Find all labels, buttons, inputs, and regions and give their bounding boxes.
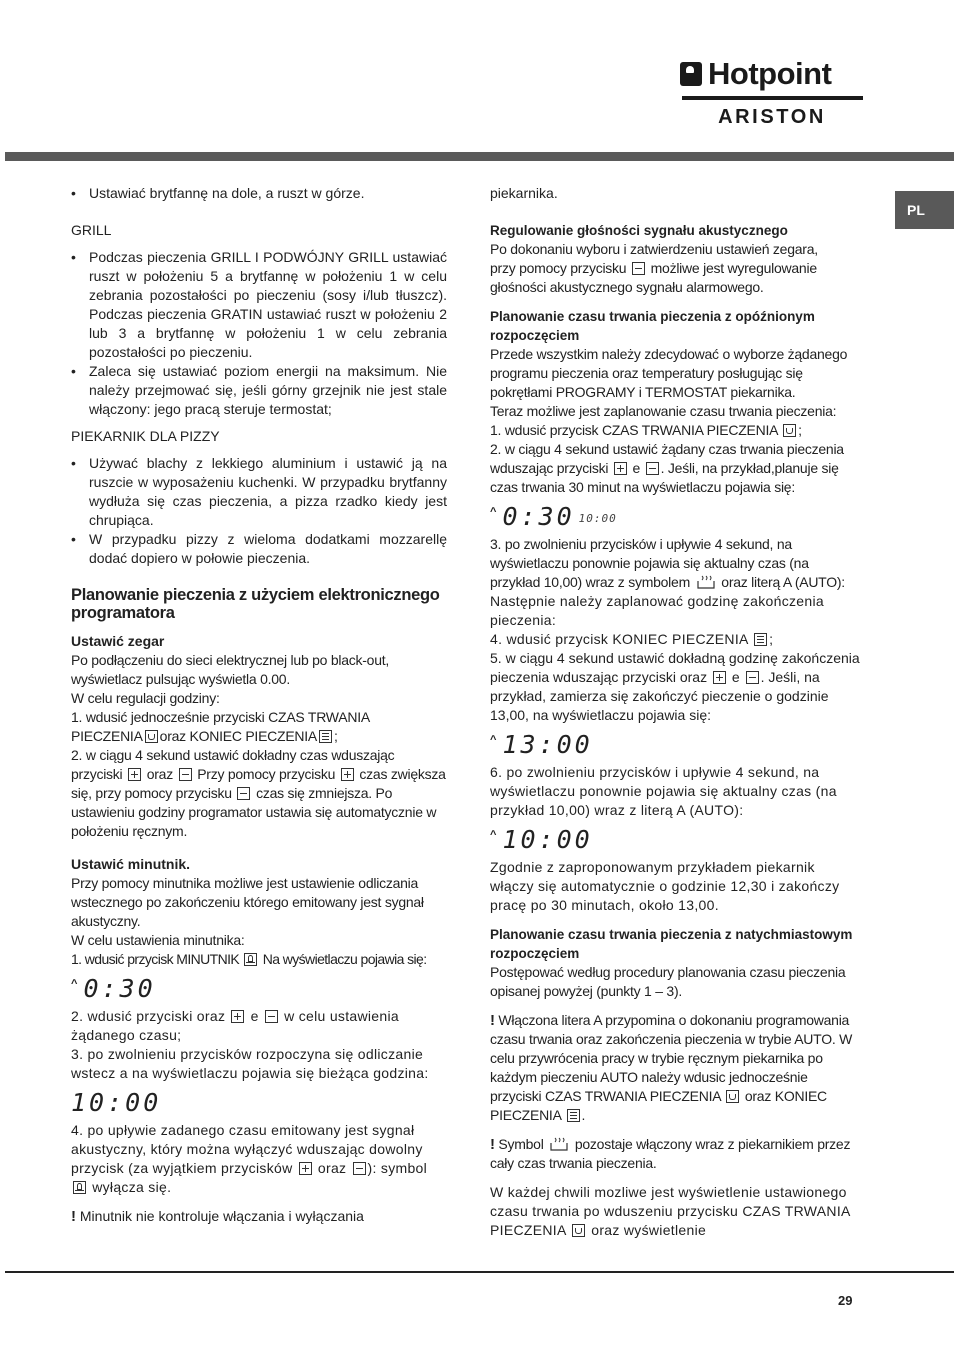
logo-divider	[682, 96, 863, 100]
section-title: Planowanie pieczenia z użyciem elektronicznego programatora	[71, 586, 440, 622]
brand-sub: ARISTON	[718, 106, 826, 128]
volume-text: przy pomocy przycisku możliwe jest wyregulowanie	[490, 260, 817, 276]
auto-indicator-icon: ^	[71, 978, 78, 990]
minus-key-icon	[179, 768, 192, 781]
minus-key-icon	[646, 462, 659, 475]
plus-key-icon	[341, 768, 354, 781]
minutnik-text: W celu ustawienia minutnika:	[71, 932, 245, 948]
continuation-text: piekarnika.	[490, 185, 558, 201]
volume-text: Po dokonaniu wyboru i zatwierdzeniu ustawień zegara,	[490, 241, 818, 257]
zegar-heading: Ustawić zegar	[71, 633, 165, 649]
minutnik-step-4: 4. po upływie zadanego czasu emitowany jest sygnał akustyczny, który można wyłączyć wduszając dowolny przycisk (za wyjątkiem przycisków oraz ): symbol wyłącza się.	[71, 1122, 428, 1195]
zegar-step-2: 2. w ciągu 4 sekund ustawić dokładny czas wduszając przyciski oraz Przy pomocy przycisku czas zwiększa się, przy pomocy przycisku czas się zmniejsza. Po ustawieniu godziny programator ustawia się automatycznie w położeniu ręcznym.	[71, 747, 446, 839]
hotpoint-mark-icon	[680, 62, 702, 86]
brand-name: Hotpoint	[708, 56, 832, 91]
auto-indicator-icon: ^	[490, 829, 497, 841]
minutnik-step-2: 2. wdusić przyciski oraz e w celu ustawienia żądanego czasu;	[71, 1008, 399, 1043]
cooking-end-icon	[319, 730, 332, 743]
bullet-item: • Podczas pieczenia GRILL I PODWÓJNY GRILL ustawiać ruszt w położeniu 5 a brytfannę w położeniu 1 w celu zebrania pozostałości po pieczeniu (sosy i/lub tłuszcz). Podczas pieczenia GRATIN ustawiać ruszt w położeniu 2 lub 3 a brytfannę w położeniu 1 w celu zebrania pozostałości po pieczeniu.	[71, 248, 447, 362]
minus-key-icon	[632, 262, 645, 275]
minutnik-heading: Ustawić minutnik.	[71, 856, 191, 872]
minutnik-warning: ! Minutnik nie kontroluje włączania i wyłączania	[71, 1208, 364, 1225]
header-bar	[5, 152, 954, 161]
minutnik-step-3: 3. po zwolnieniu przycisków rozpoczyna się odliczanie wstecz a na wyświetlaczu pojawia się bieżąca godzina:	[71, 1046, 429, 1081]
display-readout: ^ 10:00	[490, 825, 593, 854]
delayed-step-4: 4. wdusić przycisk KONIEC PIECZENIA ;	[490, 631, 774, 647]
display-readout: ^ 0:30 10:00	[490, 502, 617, 531]
zegar-text: W celu regulacji godziny:	[71, 690, 220, 706]
bullet-item: • Ustawiać brytfannę na dole, a ruszt w górze.	[71, 184, 447, 203]
plus-key-icon	[231, 1010, 244, 1023]
delayed-step-3: 3. po zwolnieniu przycisków i upływie 4 sekund, na wyświetlaczu ponownie pojawia się aktualny czas (na przykład 10,00) wraz z symbolem oraz literą A (AUTO):	[490, 536, 845, 590]
auto-steam-symbol-icon	[549, 1137, 569, 1151]
right-column	[490, 184, 862, 1240]
auto-indicator-icon: ^	[490, 734, 497, 746]
footer-rule	[5, 1271, 954, 1273]
page-number: 29	[838, 1293, 853, 1308]
volume-text: głośności akustycznego sygnału alarmowego.	[490, 279, 764, 295]
final-text: W każdej chwili mozliwe jest wyświetlenie ustawionego czasu trwania po wduszeniu przycisku CZAS TRWANIA PIECZENIA oraz wyświetlenie	[490, 1184, 850, 1238]
immediate-heading: Planowanie czasu trwania pieczenia z natychmiastowym rozpoczęciem	[490, 927, 853, 961]
minus-key-icon	[237, 787, 250, 800]
plus-key-icon	[299, 1162, 312, 1175]
delayed-text: Następnie należy zaplanować godzinę zakończenia pieczenia:	[490, 593, 824, 628]
left-column	[71, 184, 447, 1226]
delayed-step-5: 5. w ciągu 4 sekund ustawić dokładną godzinę zakończenia pieczenia wduszając przyciski oraz e . Jeśli, na przykład, zamierza się zakończyć pieczenie o godzinie 13,00, na wyświetlaczu pojawia się:	[490, 650, 860, 723]
timer-bell-icon	[73, 1181, 86, 1194]
cooking-end-icon	[567, 1109, 580, 1122]
timer-bell-icon	[244, 953, 257, 966]
display-readout: ^ 13:00	[490, 730, 593, 759]
language-tab: PL	[895, 191, 954, 229]
plus-key-icon	[713, 671, 726, 684]
zegar-text: Po podłączeniu do sieci elektrycznej lub po black-out, wyświetlacz pulsując wyświetla 0.00.	[71, 652, 390, 687]
minus-key-icon	[353, 1162, 366, 1175]
delayed-step-1: 1. wdusić przycisk CZAS TRWANIA PIECZENIA ;	[490, 422, 802, 438]
minus-key-icon	[746, 671, 759, 684]
bullet-item: • Zaleca się ustawiać poziom energii na maksimum. Nie należy przejmować się, jeśli górny grzejnik nie jest stale włączony: jego pracą steruje termostat;	[71, 362, 447, 419]
immediate-text: Postępować według procedury planowania czasu pieczenia opisanej powyżej (punkty 1 – 3).	[490, 964, 846, 999]
minutnik-text: Przy pomocy minutnika możliwe jest ustawienie odliczania wstecznego po zakończeniu którego emitowany jest sygnał akustyczny.	[71, 875, 424, 929]
plus-key-icon	[128, 768, 141, 781]
delayed-step-2: 2. w ciągu 4 sekund ustawić żądany czas trwania pieczenia wduszając przyciski e . Jeśli, na przykład,planuje się czas trwania 30 minut na wyświetlaczu pojawia się:	[490, 441, 844, 495]
note-symbol: ! Symbol pozostaje włączony wraz z piekarnikiem przez cały czas trwania pieczenia.	[490, 1136, 851, 1171]
delayed-heading: Planowanie czasu trwania pieczenia z opóźnionym rozpoczęciem	[490, 309, 815, 343]
cooking-end-icon	[754, 633, 767, 646]
display-readout: ^ 0:30	[71, 974, 156, 1003]
grill-heading: GRILL	[71, 222, 112, 238]
plus-key-icon	[614, 462, 627, 475]
bullet-item: • Używać blachy z lekkiego aluminium i ustawić ją na ruszcie w wyposażeniu kuchenki. W przypadku brytfanny wydłuża się czas pieczenia, a pizza rzadko kiedy jest chrupiąca.	[71, 454, 447, 530]
note-auto: ! Włączona litera A przypomina o dokonaniu programowania czasu trwania oraz zakończenia pieczenia w trybie AUTO. W celu przywrócenia pracy w trybie ręcznym piekarnika po każdym pieczeniu AUTO należy wdusic jednocześnie przyciski CZAS TRWANIA PIECZENIA oraz KONIEC PIECZENIA .	[490, 1012, 853, 1123]
zegar-step-1: 1. wdusić jednocześnie przyciski CZAS TRWANIA PIECZENIA oraz KONIEC PIECZENIA ;	[71, 709, 370, 744]
delayed-step-6: 6. po zwolnieniu przycisków i upływie 4 sekund, na wyświetlaczu ponownie pojawia się aktualny czas (na przykład 10,00) wraz z literą A (AUTO):	[490, 764, 837, 818]
delayed-summary: Zgodnie z zaproponowanym przykładem piekarnik włączy się automatycznie o godzinie 12,30 i zakończy pracę po 30 minutach, około 13,00.	[490, 859, 840, 913]
cooking-duration-icon	[783, 424, 796, 437]
volume-heading: Regulowanie głośności sygnału akustycznego	[490, 223, 788, 238]
minutnik-step-1: 1. wdusić przycisk MINUTNIK Na wyświetlaczu pojawia się:	[71, 951, 427, 967]
pizza-heading: PIEKARNIK DLA PIZZY	[71, 428, 220, 444]
bullet-item: • W przypadku pizzy z wieloma dodatkami mozzarellę dodać dopiero w połowie pieczenia.	[71, 530, 447, 568]
cooking-duration-icon	[145, 730, 158, 743]
auto-steam-symbol-icon	[696, 575, 716, 589]
delayed-text: Teraz możliwe jest zaplanowanie czasu trwania pieczenia:	[490, 403, 837, 419]
brand-logo	[680, 56, 864, 129]
minus-key-icon	[265, 1010, 278, 1023]
auto-indicator-icon: ^	[490, 506, 497, 518]
display-readout: 10:00	[71, 1088, 162, 1117]
cooking-duration-icon	[572, 1224, 585, 1237]
delayed-text: Przede wszystkim należy zdecydować o wyborze żądanego programu pieczenia oraz temperatury posługując się pokrętłami PROGRAMY i TERMOSTAT piekarnika.	[490, 346, 848, 400]
cooking-duration-icon	[726, 1090, 739, 1103]
